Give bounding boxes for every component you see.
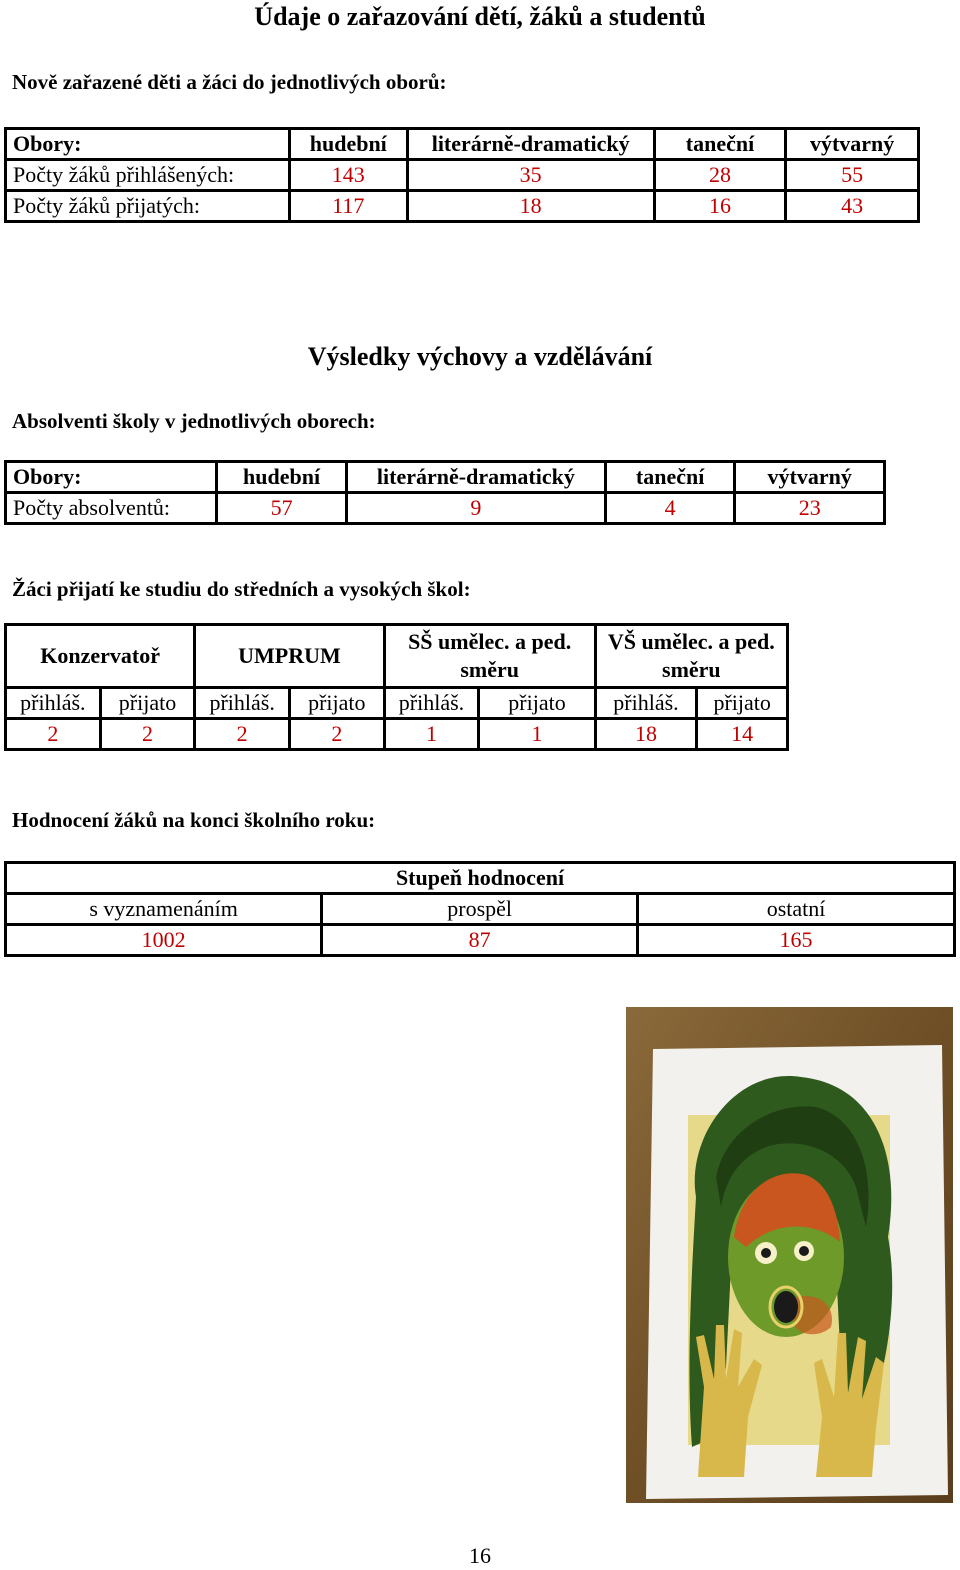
table-row [6, 719, 788, 750]
table-row [6, 688, 788, 719]
sub-header: přijato [100, 688, 195, 719]
cell-value: 143 [289, 160, 407, 191]
cell-value: 28 [654, 160, 786, 191]
table-row [6, 160, 919, 191]
row-label: Počty žáků přijatých: [6, 191, 290, 222]
cell-value: 16 [654, 191, 786, 222]
cell-value: 35 [407, 160, 654, 191]
row-label: Obory: [6, 462, 217, 493]
graduates-table [4, 460, 886, 525]
section-heading-further-studies: Žáci přijatí ke studiu do středních a vysokých škol: [12, 577, 471, 601]
sub-header: přihláš. [6, 688, 101, 719]
sub-header: přihláš. [195, 688, 290, 719]
row-label: Počty absolventů: [6, 493, 217, 524]
cell-value: 2 [195, 719, 290, 750]
group-header: Konzervatoř [6, 625, 195, 688]
sub-header: přihláš. [595, 688, 697, 719]
category-label: ostatní [638, 894, 955, 925]
sub-header: přijato [290, 688, 385, 719]
page-number: 16 [469, 1543, 491, 1568]
further-studies-table [4, 623, 789, 751]
field-header: taneční [654, 129, 786, 160]
section-heading-new-students: Nově zařazené děti a žáci do jednotlivých oborů: [12, 70, 447, 94]
row-label: Obory: [6, 129, 290, 160]
cell-value: 2 [100, 719, 195, 750]
cell-value: 117 [289, 191, 407, 222]
cell-value: 1002 [6, 925, 322, 956]
page-title: Údaje o zařazování dětí, žáků a studentů [254, 2, 706, 31]
evaluation-table [4, 861, 956, 957]
painting-artwork [688, 1076, 892, 1477]
cell-value: 14 [697, 719, 788, 750]
field-header: hudební [289, 129, 407, 160]
field-header: taneční [605, 462, 735, 493]
cell-value: 1 [479, 719, 595, 750]
table-row [6, 863, 955, 894]
table-row [6, 493, 885, 524]
group-header: UMPRUM [195, 625, 384, 688]
field-header: hudební [217, 462, 347, 493]
cell-value: 55 [786, 160, 919, 191]
field-header: výtvarný [735, 462, 885, 493]
cell-value: 87 [322, 925, 638, 956]
cell-value: 18 [595, 719, 697, 750]
painting-photo [626, 1007, 953, 1503]
table-row [6, 191, 919, 222]
cell-value: 1 [384, 719, 479, 750]
table-row [6, 925, 955, 956]
section-heading-evaluation: Hodnocení žáků na konci školního roku: [12, 808, 376, 832]
category-label: prospěl [322, 894, 638, 925]
field-header: literárně-dramatický [407, 129, 654, 160]
cell-value: 9 [346, 493, 605, 524]
cell-value: 57 [217, 493, 347, 524]
results-title: Výsledky výchovy a vzdělávání [307, 342, 653, 371]
field-header: výtvarný [786, 129, 919, 160]
cell-value: 2 [6, 719, 101, 750]
cell-value: 18 [407, 191, 654, 222]
table-row [6, 894, 955, 925]
table-row [6, 462, 885, 493]
cell-value: 2 [290, 719, 385, 750]
cell-value: 43 [786, 191, 919, 222]
row-label: Počty žáků přihlášených: [6, 160, 290, 191]
sub-header: přijato [479, 688, 595, 719]
table-row [6, 625, 788, 688]
evaluation-header: Stupeň hodnocení [6, 863, 955, 894]
table-row [6, 129, 919, 160]
field-header: literárně-dramatický [346, 462, 605, 493]
section-heading-graduates: Absolventi školy v jednotlivých oborech: [12, 409, 376, 433]
group-header: VŠ umělec. a ped. směru [595, 625, 787, 688]
sub-header: přijato [697, 688, 788, 719]
cell-value: 4 [605, 493, 735, 524]
cell-value: 23 [735, 493, 885, 524]
cell-value: 165 [638, 925, 955, 956]
group-header: SŠ umělec. a ped. směru [384, 625, 595, 688]
category-label: s vyznamenáním [6, 894, 322, 925]
new-students-table [4, 127, 920, 223]
sub-header: přihláš. [384, 688, 479, 719]
